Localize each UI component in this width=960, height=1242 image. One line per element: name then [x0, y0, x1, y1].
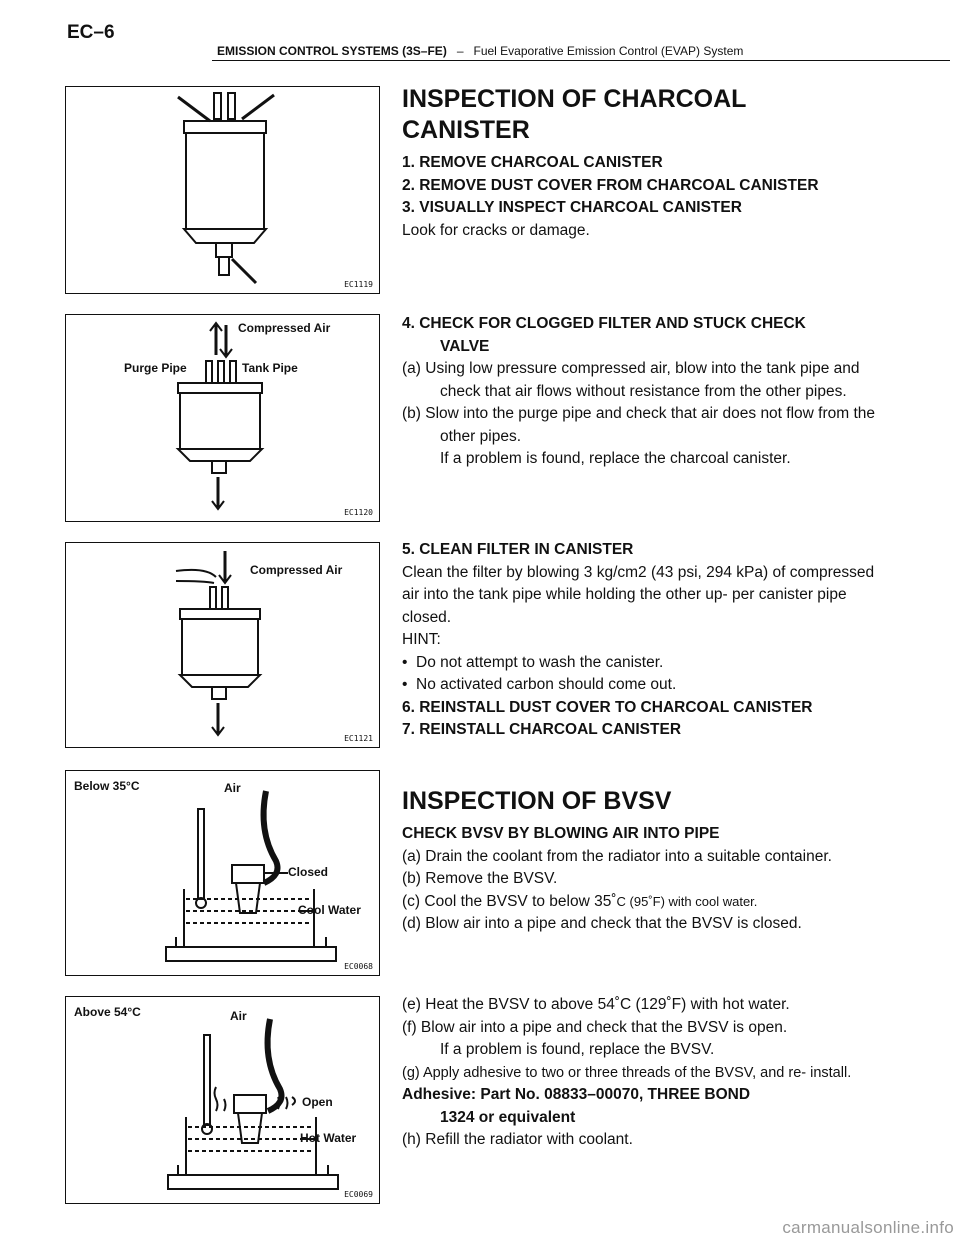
step-g: (g) Apply adhesive to two or three threads of the BVSV, and re- install.: [402, 1064, 852, 1081]
step-f-note: If a problem is found, replace the BVSV.: [440, 1041, 715, 1058]
adhesive-spec: Adhesive: Part No. 08833–00070, THREE BOND: [402, 1086, 751, 1103]
section-title-cont: CANISTER: [402, 116, 530, 144]
step-4: 4. CHECK FOR CLOGGED FILTER AND STUCK CHECK: [402, 315, 806, 332]
canister-intro: [402, 84, 882, 242]
label-air: Air: [230, 1009, 247, 1023]
label-purge-pipe: Purge Pipe: [124, 361, 187, 375]
header-subsection: Fuel Evaporative Emission Control (EVAP) System: [473, 44, 744, 58]
header-title: [217, 44, 743, 58]
page-number: EC–6: [67, 22, 115, 43]
label-compressed-air: Compressed Air: [250, 563, 343, 577]
step-1: 1. REMOVE CHARCOAL CANISTER: [402, 154, 663, 171]
bvsv-hot-steps: [402, 994, 882, 1152]
header-separator: –: [456, 44, 464, 58]
figure-bvsv-cool: [65, 770, 380, 976]
step-2: 2. REMOVE DUST COVER FROM CHARCOAL CANISTER: [402, 176, 819, 194]
figure-code: EC1121: [344, 734, 373, 743]
header-rule: [212, 60, 950, 61]
label-closed: Closed: [288, 865, 329, 879]
header-section: EMISSION CONTROL SYSTEMS (3S–FE): [217, 44, 447, 58]
step-3: 3. VISUALLY INSPECT CHARCOAL CANISTER: [402, 199, 742, 216]
step-c: (c) Cool the BVSV to below 35˚C (95˚F) with cool water.: [402, 892, 758, 910]
canister-illustration: [66, 87, 379, 293]
section-title: INSPECTION OF BVSV: [402, 787, 672, 815]
adhesive-spec-cont: 1324 or equivalent: [440, 1108, 576, 1126]
hint-bullet: • Do not attempt to wash the canister.: [402, 653, 664, 671]
section-title: INSPECTION OF CHARCOAL: [402, 85, 747, 113]
step-d: (d) Blow air into a pipe and check that the BVSV is closed.: [402, 915, 802, 932]
label-tank-pipe: Tank Pipe: [242, 361, 298, 375]
figure-code: EC1120: [344, 508, 373, 517]
figure-code: EC1119: [344, 280, 373, 289]
bvsv-cool-illustration: [66, 771, 379, 975]
label-air: Air: [224, 781, 241, 795]
step-4a: (a) Using low pressure compressed air, blow into the tank pipe and check that air flows without resistance from the other pipes.: [402, 360, 860, 400]
label-compressed-air: Compressed Air: [238, 321, 331, 335]
figure-canister-inspect: [65, 86, 380, 294]
page-header: [0, 0, 960, 70]
step-f: (f) Blow air into a pipe and check that the BVSV is open.: [402, 1018, 788, 1036]
step-5-text: Clean the filter by blowing 3 kg/cm2 (43 psi, 294 kPa) of compressed air into the tank pipe while holding the other up- per canister pipe closed.: [402, 563, 875, 626]
canister-airflow-illustration: [66, 315, 379, 521]
clogged-filter-steps: [402, 313, 882, 471]
step-4-cont: VALVE: [440, 337, 490, 355]
watermark: carmanualsonline.info: [782, 1218, 954, 1237]
hint-label: HINT:: [402, 631, 441, 648]
clean-filter-steps: [402, 539, 882, 742]
step-b: (b) Remove the BVSV.: [402, 870, 558, 887]
step-4b-note: If a problem is found, replace the charcoal canister.: [440, 450, 791, 467]
step-5: 5. CLEAN FILTER IN CANISTER: [402, 541, 634, 558]
label-hot-water: Hot Water: [300, 1131, 357, 1145]
hint-bullet: • No activated carbon should come out.: [402, 676, 677, 693]
figure-clogged-filter: [65, 314, 380, 522]
label-open: Open: [302, 1095, 333, 1109]
step-4b: (b) Slow into the purge pipe and check that air does not flow from the other pipes.: [402, 405, 876, 445]
step-a: (a) Drain the coolant from the radiator into a suitable container.: [402, 847, 832, 865]
label-cool-water: Cool Water: [298, 903, 361, 917]
figure-code: EC0069: [344, 1190, 373, 1199]
figure-clean-filter: [65, 542, 380, 748]
label-temperature: Below 35°C: [74, 779, 140, 793]
step-h: (h) Refill the radiator with coolant.: [402, 1131, 633, 1148]
step-3-text: Look for cracks or damage.: [402, 221, 590, 239]
bvsv-intro: [402, 786, 882, 936]
figure-code: EC0068: [344, 962, 373, 971]
figure-bvsv-hot: [65, 996, 380, 1204]
label-temperature: Above 54°C: [74, 1005, 141, 1019]
bvsv-subtitle: CHECK BVSV BY BLOWING AIR INTO PIPE: [402, 825, 720, 842]
step-e: (e) Heat the BVSV to above 54˚C (129˚F) with hot water.: [402, 996, 790, 1013]
step-6: 6. REINSTALL DUST COVER TO CHARCOAL CANISTER: [402, 698, 813, 716]
step-7: 7. REINSTALL CHARCOAL CANISTER: [402, 721, 682, 738]
